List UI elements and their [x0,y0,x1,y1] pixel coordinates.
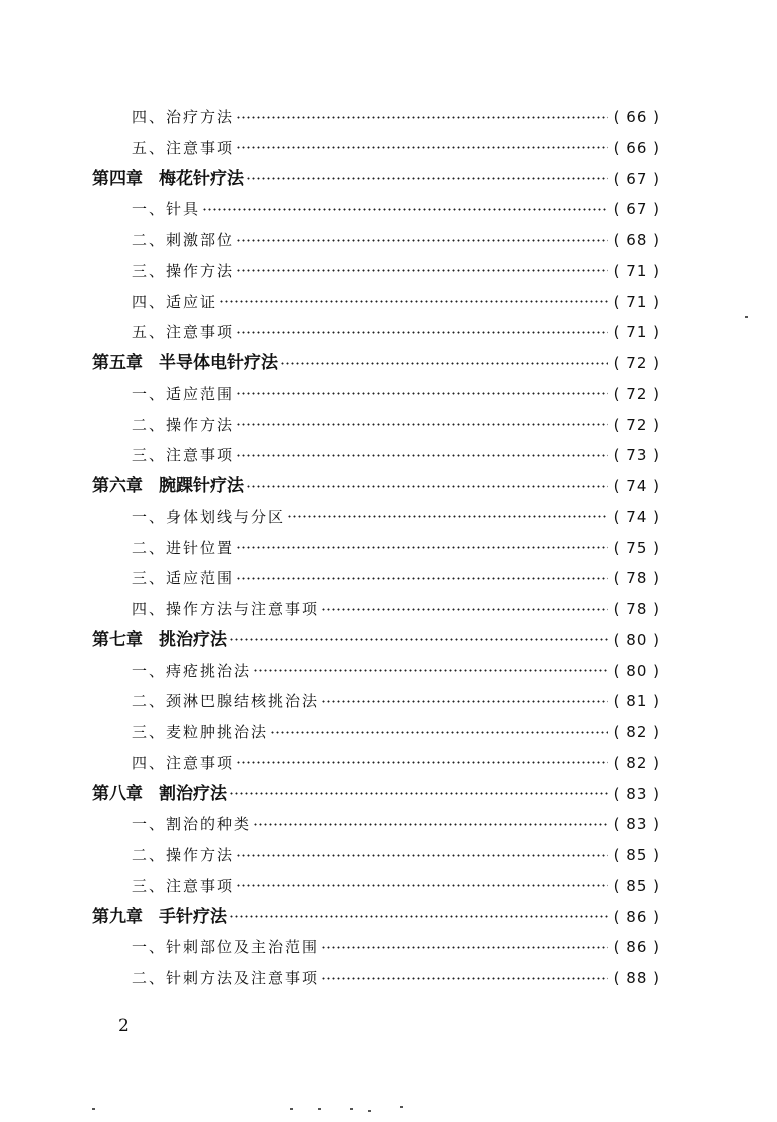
section-separator: 、 [149,846,167,864]
section-number: 一 [132,938,150,957]
page-reference: ( 72 ) [613,384,660,403]
scan-speck [368,1110,371,1112]
section-separator: 、 [149,108,167,126]
dot-leader [253,669,608,672]
section-title: 操作方法 [166,415,235,434]
section-separator: 、 [149,323,167,342]
scan-speck [745,316,748,318]
section-number: 五 [132,138,150,157]
section-title: 针具 [166,200,201,219]
chapter-number: 第五章 [92,353,143,373]
page-reference: ( 82 ) [613,723,660,741]
page-reference: ( 67 ) [613,169,660,188]
dot-leader [236,331,608,334]
section-separator: 、 [149,723,167,741]
page-reference: ( 75 ) [613,538,660,557]
scan-speck [92,1108,95,1110]
dot-leader [321,608,608,611]
dot-leader [229,792,608,795]
section-number: 四 [132,753,150,772]
toc-chapter-row [92,474,660,498]
dot-leader [236,146,608,149]
toc-section-row [132,382,660,406]
page-reference: ( 72 ) [613,415,660,434]
section-number: 四 [132,292,150,311]
dot-leader [270,731,608,734]
section-title: 操作方法 [166,846,235,864]
dot-leader [229,915,608,918]
toc-chapter-row [92,167,660,191]
chapter-title: 梅花针疗法 [159,168,244,189]
chapter-title: 割治疗法 [159,783,227,804]
section-title: 针刺方法及注意事项 [166,969,320,987]
section-separator: 、 [149,415,167,434]
section-number: 二 [132,231,150,249]
page-reference: ( 86 ) [613,907,660,926]
toc-section-row [132,689,660,713]
chapter-title: 挑治疗法 [159,629,227,650]
dot-leader [236,546,608,549]
dot-leader [236,454,608,457]
section-title: 进针位置 [166,538,235,557]
section-title: 麦粒肿挑治法 [166,723,269,741]
dot-leader [236,761,608,764]
section-title: 身体划线与分区 [166,507,286,526]
section-number: 三 [132,261,150,280]
scan-speck [350,1108,353,1110]
section-title: 操作方法 [166,261,235,280]
page-reference: ( 81 ) [613,692,660,711]
page-reference: ( 67 ) [613,200,660,219]
toc-section-row [132,320,660,344]
section-separator: 、 [149,200,167,219]
section-number: 二 [132,692,150,711]
section-separator: 、 [149,969,167,987]
section-separator: 、 [149,446,167,465]
page-reference: ( 88 ) [613,969,660,987]
toc-chapter-row [92,782,660,806]
chapter-number: 第八章 [92,783,143,804]
chapter-number: 第七章 [92,629,143,650]
page-reference: ( 71 ) [613,292,660,311]
toc-section-row [132,874,660,898]
section-separator: 、 [149,692,167,711]
section-separator: 、 [149,569,167,588]
page-reference: ( 80 ) [613,661,660,680]
page-reference: ( 74 ) [613,477,660,495]
toc-section-row [132,812,660,836]
section-title: 刺激部位 [166,231,235,249]
scan-speck [290,1108,293,1110]
scan-speck [400,1106,403,1108]
toc-section-row [132,536,660,560]
dot-leader [236,116,608,119]
section-title: 适应范围 [166,384,235,403]
toc-section-row [132,566,660,590]
toc-section-row [132,259,660,283]
section-number: 四 [132,108,150,126]
toc-section-row [132,843,660,867]
section-number: 三 [132,569,150,588]
section-title: 治疗方法 [166,108,235,126]
chapter-number: 第六章 [92,476,143,496]
toc-section-row [132,659,660,683]
dot-leader [246,485,608,488]
toc-section-row [132,751,660,775]
toc-section-row [132,228,660,252]
toc-section-row [132,966,660,990]
page-reference: ( 73 ) [613,446,660,465]
section-number: 一 [132,507,150,526]
chapter-number: 第九章 [92,906,143,927]
section-number: 一 [132,815,150,834]
section-separator: 、 [149,384,167,403]
dot-leader [219,300,608,303]
dot-leader [202,208,608,211]
page-reference: ( 83 ) [613,784,660,803]
section-number: 四 [132,600,150,618]
section-separator: 、 [149,753,167,772]
chapter-number: 第四章 [92,168,143,189]
dot-leader [321,977,608,980]
section-number: 一 [132,384,150,403]
section-separator: 、 [149,538,167,557]
section-separator: 、 [149,661,167,680]
page-reference: ( 80 ) [613,630,660,649]
section-title: 注意事项 [166,138,235,157]
section-number: 三 [132,723,150,741]
toc-section-row [132,290,660,314]
section-title: 操作方法与注意事项 [166,600,320,618]
page-reference: ( 85 ) [613,876,660,895]
section-title: 割治的种类 [166,815,252,834]
toc-section-row [132,597,660,621]
section-number: 三 [132,446,150,465]
section-separator: 、 [149,292,167,311]
dot-leader [321,946,608,949]
section-separator: 、 [149,938,167,957]
section-number: 三 [132,876,150,895]
dot-leader [253,823,608,826]
page-reference: ( 72 ) [613,354,660,372]
section-separator: 、 [149,507,167,526]
section-title: 痔疮挑治法 [166,661,252,680]
toc-chapter-row [92,905,660,929]
page-reference: ( 74 ) [613,507,660,526]
page-reference: ( 66 ) [613,108,660,126]
dot-leader [236,239,608,242]
section-separator: 、 [149,261,167,280]
toc-section-row [132,935,660,959]
toc-section-row [132,136,660,160]
section-number: 一 [132,661,150,680]
toc-section-row [132,443,660,467]
toc-section-row [132,197,660,221]
dot-leader [321,700,608,703]
dot-leader [229,638,608,641]
section-separator: 、 [149,876,167,895]
dot-leader [236,269,608,272]
page-reference: ( 71 ) [613,261,660,280]
section-separator: 、 [149,815,167,834]
section-title: 注意事项 [166,323,235,342]
dot-leader [236,884,608,887]
chapter-title: 腕踝针疗法 [159,476,244,496]
section-number: 二 [132,969,150,987]
section-number: 一 [132,200,150,219]
page-reference: ( 68 ) [613,231,660,249]
chapter-title: 手针疗法 [159,906,227,927]
section-title: 针刺部位及主治范围 [166,938,320,957]
section-separator: 、 [149,231,167,249]
dot-leader [236,854,608,857]
dot-leader [236,423,608,426]
dot-leader [236,392,608,395]
page-reference: ( 66 ) [613,138,660,157]
dot-leader [287,515,608,518]
dot-leader [246,177,608,180]
section-title: 适应范围 [166,569,235,588]
page-reference: ( 86 ) [613,938,660,957]
page-reference: ( 85 ) [613,846,660,864]
page-number: 2 [118,1016,129,1036]
page-reference: ( 78 ) [613,600,660,618]
toc-section-row [132,720,660,744]
page-reference: ( 83 ) [613,815,660,834]
section-separator: 、 [149,600,167,618]
section-title: 颈淋巴腺结核挑治法 [166,692,320,711]
toc-chapter-row [92,628,660,652]
dot-leader [236,577,608,580]
section-title: 注意事项 [166,753,235,772]
chapter-title: 半导体电针疗法 [159,353,278,373]
toc-section-row [132,505,660,529]
section-number: 二 [132,415,150,434]
page-reference: ( 82 ) [613,753,660,772]
toc-section-row [132,413,660,437]
section-title: 注意事项 [166,446,235,465]
section-number: 二 [132,538,150,557]
page-reference: ( 71 ) [613,323,660,342]
dot-leader [280,362,608,365]
toc-chapter-row [92,351,660,375]
section-number: 五 [132,323,150,342]
section-separator: 、 [149,138,167,157]
scan-speck [318,1108,321,1110]
section-title: 适应证 [166,292,218,311]
section-title: 注意事项 [166,876,235,895]
page-reference: ( 78 ) [613,569,660,588]
section-number: 二 [132,846,150,864]
toc-section-row [132,105,660,129]
